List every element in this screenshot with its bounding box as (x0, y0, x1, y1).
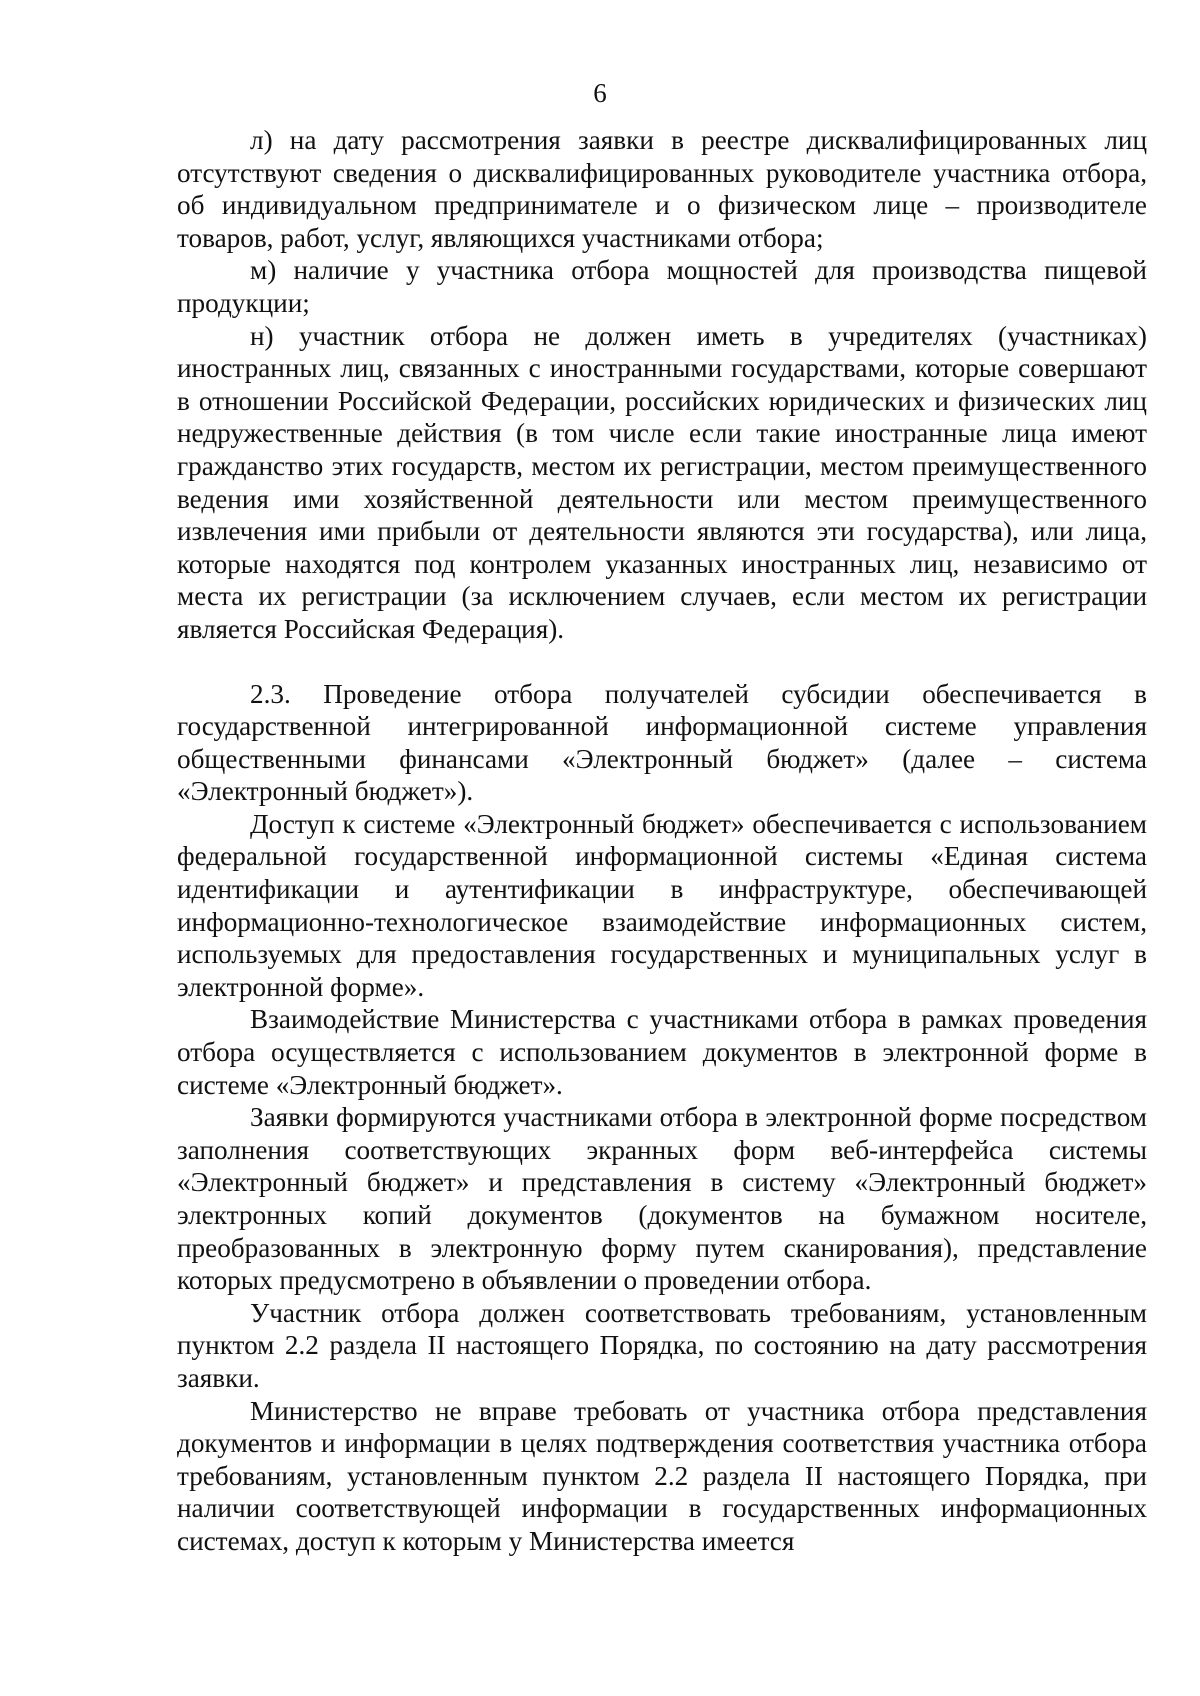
document-body (177, 124, 1147, 1558)
paragraph-item-l: л) на дату рассмотрения заявки в реестре дисквалифицированных лиц отсутствуют сведения о дисквалифицированных руководителе участника отбора, об индивидуальном предпринимателе и о физическом лице – производителе товаров, работ, услуг, являющихся участниками отбора; (177, 125, 1147, 253)
paragraph-item-n: н) участник отбора не должен иметь в учредителях (участниках) иностранных лиц, связанных с иностранными государствами, которые совершают в отношении Российской Федерации, российских юридических и физических лиц недружественные действия (в том числе если такие иностранные лица имеют гражданство этих государств, местом их регистрации, местом преимущественного ведения ими хозяйственной деятельности или местом преимущественного извлечения ими прибыли от деятельности являются эти государства), или лица, которые находятся под контролем указанных иностранных лиц, независимо от места их регистрации (за исключением случаев, если местом их регистрации является Российская Федерация). (177, 320, 1147, 644)
paragraph-2-3: 2.3. Проведение отбора получателей субсидии обеспечивается в государственной интегрированной информационной системе управления общественными финансами «Электронный бюджет» (далее – система «Электронный бюджет»). (177, 678, 1147, 807)
paragraph-participant-requirements: Участник отбора должен соответствовать требованиям, установленным пунктом 2.2 раздела II настоящего Порядка, по состоянию на дату рассмотрения заявки. (177, 1297, 1147, 1393)
paragraph-access: Доступ к системе «Электронный бюджет» обеспечивается с использованием федеральной государственной информационной системы «Единая система идентификации и аутентификации в инфраструктуре, обеспечивающей информационно-технологическое взаимодействие информационных систем, используемых для предоставления государственных и муниципальных услуг в электронной форме». (177, 808, 1147, 1002)
paragraph-gap (177, 646, 1147, 678)
page-number: 6 (593, 78, 607, 108)
paragraph-applications: Заявки формируются участниками отбора в электронной форме посредством заполнения соответствующих экранных форм веб-интерфейса системы «Электронный бюджет» и представления в систему «Электронный бюджет» электронных копий документов (документов на бумажном носителе, преобразованных в электронную форму путем сканирования), представление которых предусмотрено в объявлении о проведении отбора. (177, 1102, 1147, 1296)
paragraph-interaction: Взаимодействие Министерства с участниками отбора в рамках проведения отбора осуществляется с использованием документов в электронной форме в системе «Электронный бюджет». (177, 1004, 1147, 1100)
paragraph-item-m: м) наличие у участника отбора мощностей для производства пищевой продукции; (177, 255, 1147, 318)
paragraph-ministry-limits: Министерство не вправе требовать от участника отбора представления документов и информации в целях подтверждения соответствия участника отбора требованиям, установленным пунктом 2.2 раздела II настоящего Порядка, при наличии соответствующей информации в государственных информационных системах, доступ к которым у Министерства имеется (177, 1395, 1147, 1556)
